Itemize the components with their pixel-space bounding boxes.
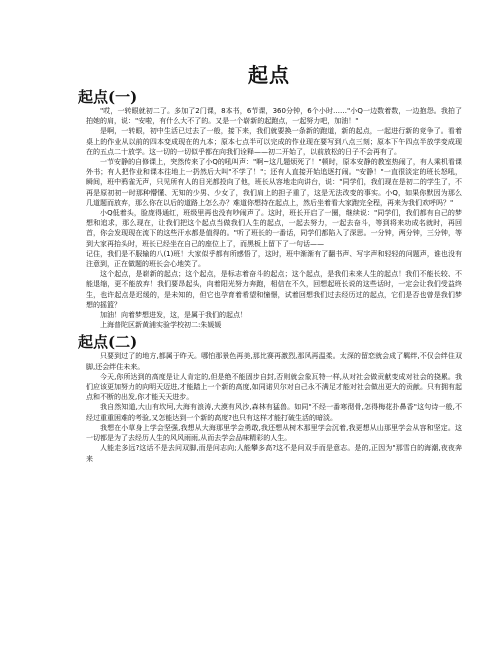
- paragraph: 一节安静的自修课上，突然传来了小Q的吼叫声："啊~这几题烦死了！"顿时，原本安静的教室热闹了，有人乘机看课外书；有人把作业和课本往地上一扔然后大叫"不学了！"；还有人直接开始追逐打闹。"安静！"一直很淡定的班长怒吼，瞬间，班中鸦雀无声，只见所有人的目光都投向了他，班长从容地走向讲台，说："同学们，我们现在是初二的学生了，不再是原初初一时那种懵懂、无知的少男、少女了，我们肩上的担子重了，这是无法改变的事实。小Q，如果你默因为那么几道题而放弃，那么你在以后的道路上怎么办？难道你想持在起点上，然后坐着看大家跑完全程，再来为我们欢呼吗？": [86, 158, 462, 207]
- paragraph: 只要到过了的地方,都属于昨天。哪怕那景色再美,那比赛再激烈,那风再温柔。太深的留恋就会成了羁绊,不仅会绊住双脚,还会绊住未来。: [86, 352, 462, 371]
- paragraph: 加油！向着梦想进发，这，是属于我们的起点！: [100, 311, 247, 320]
- paragraph: 我想在小草身上学会坚强,我想从大海那里学会勇敢,我还想从树木那里学会沉着,我更想从山那里学会从容和坚定。这一切都是为了去经历人生的风风雨雨,从而去学会品味精彩的人生。: [86, 423, 462, 443]
- paragraph: 记住，我们是不服输的八(1)班！大家似乎都有所感悟了，这时，班中渐渐有了翻书声、写字声和轻轻的问题声，谁也没有注意到，正在做题的班长会心地笑了。: [86, 249, 462, 269]
- section-heading-2: 起点(二): [78, 333, 138, 352]
- paragraph: 这个起点，是崭新的起点；这个起点，是标志着奋斗的起点；这个起点，是我们未来人生的起点！我们不能长较、不能退缩，更不能放弃！我们要昂起头，向着阳光努力奔跑，相信在不久，回想起班长说的这些话时，一定会让我们受益终生，也许起点是迟缓的，是未知的，但它也孕育着希望和憧憬，试着回想我们过去经历过的起点，它们是否也曾是我们梦想的摇篮？: [86, 270, 462, 309]
- paragraph: 人能走多远?这话不是去问双脚,而是问志向;人能攀多高?这不是问双手而是意志。是的,正因为"那雪白的海潮,夜夜奔来: [86, 444, 462, 463]
- author-line: 上海普陀区新黄浦实验学校初二:朱媛媛: [100, 321, 222, 330]
- paragraph: 今天,你所达到的高度是让人肯定的,但是绝不能固步自封,否则就会象瓦特一样,从对社会做贡献变成对社会的挠累。我们应该更加努力的向明天迈进,才能踏上一个新的高度,如同诺贝尔对自己永不满足才能对社会做出更大的贡献。只有拥有起点和不断的出发,你才能天天进步。: [86, 372, 462, 402]
- paragraph: 是啊，一转眼，初中生活已过去了一般，接下来，我们就要换一条新的跑道，新的起点，一起进行新的竞争了。看着桌上的作业从以前的四本变成现在的九本；原本七点半可以完成的作业现在要写到八点三刻；原本下午四点半放学变成现在的五点二十放学。这一切的一切似乎都在向我们诠释——初二开始了，以前放松的日子不会再有了。: [86, 127, 462, 156]
- paragraph: 我自然知道,大山有坎坷,大海有浪涛,大漠有风沙,森林有猛兽。如同"不经一番寒彻骨,怎得梅花扑鼻香"这句诗一般,不经过重重困难的考验,又怎能达到一个新的高度?也只有这样才能打破生活的暗淡。: [86, 403, 462, 422]
- page-title: 起点: [248, 63, 290, 87]
- paragraph: "哎，一转眼就初二了。多加了2门课，8本书，6节课，360分钟，6个小时……"小Q一边数着数，一边抱怨。我拍了拍她的肩，说："安啦，有什么大不了的。又是一个崭新的起跑点，一起努力吧，加油！": [86, 107, 462, 126]
- section-heading-1: 起点(一): [78, 88, 138, 106]
- paragraph: 小Q低着头，脸庞得通红，班级里再也没有吵闹声了。这时，班长开启了一圈，继续说："同学们，我们都有自己的梦想和追求，那么现在，让我们把这个起点当做我们人生的起点，一起去努力，一起去奋斗，等到将来功成名就时，再回首，你会发现现在流下的这些汗水都是值得的。"听了班长的一番话，同学们都陷入了深思。一分钟，两分钟，三分钟，等到大家再抬头时，班长已经坐在自己的座位上了，而黑板上留下了一句话——: [86, 209, 462, 248]
